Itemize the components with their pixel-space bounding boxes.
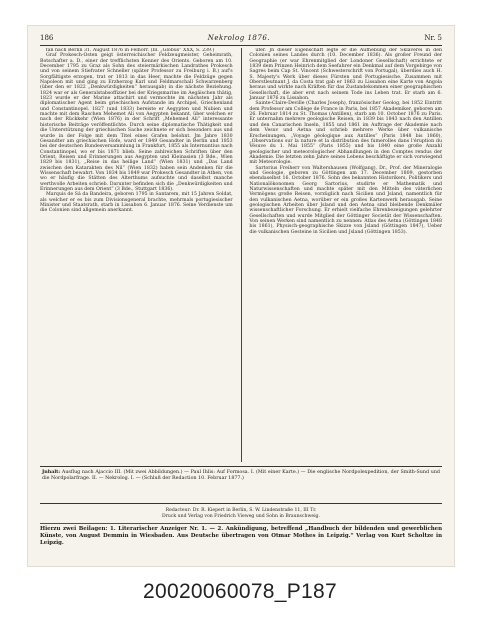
paragraph: Marquis de Sá da Bandeira, geboren 1795 in Santarem, mit 15 Jahren Soldat, als welcher er es bis zum Divisionsgeneral brachte, mehrmals portugiesischer Minister und Staatsrath, starb in Lissabon 6. Januar 1876. Seine Verdienste um die Colonien sind allgemein anerkannt. — [40, 192, 233, 214]
running-title: Nekrolog 1876. — [207, 34, 271, 42]
paragraph: Sainte-Claire-Deville (Charles Joseph), französischer Geolog, bei 1852 Eintritt dem Professor am Collège de France in Paris, bei 1857 Akademiker, geboren am 26. Februar 1814 zu St. Thomas (Antillen), starb am 10. October 1876 zu Paris. Er unternahm mehrere geologische Reisen, in 1839 bis 1843 nach den Antillen und den Canarischen Inseln, 1855 und 1861 im Auftrage der Akademie nach dem Vesuv und Aetna und schrieb mehrere Werke über vulkanische Erscheinungen, „Voyage géologique aux Antilles“ (Paris 1848 bis 1860), „Observations sur la nature et la distribution des fumerolles dans l'éruption du Vésuve du 1. Mai 1855“ (Paris 1855) und bis 1840 eine große Anzahl geologischer und meteorologischer Abhandlungen in den Comptes rendus der Akademie. Die letzten zehn Jahre seines Lebens beschäftigte er sich vorwiegend mit Meteorologie. — [249, 101, 442, 166]
newspaper-page — [28, 26, 454, 566]
page-ref: Nr. 5 — [424, 34, 442, 42]
image-caption: 20020060078_P187 — [143, 580, 337, 603]
imprint-publisher: Druck und Verlag von Friedrich Vieweg und Sohn in Braunschweig. — [162, 514, 320, 519]
imprint-rule — [40, 523, 442, 524]
imprint — [40, 508, 442, 520]
paragraph: Sartorius Freiherr von Waltershausen (Wolfgang), Dr., Prof. der Mineralogie und Geologie, geboren zu Göttingen am 17. December 1809, gestorben ebendaselbst 16. October 1876. Sohn des bekannten Historikers, Politikers und Nationalökonomen Georg Sartorius, studirte er Mathematik und Naturwissenschaften und machte später mit den Mitteln des väterlichen Vermögens große Reisen, vorzüglich nach Sicilien und Jsland, namentlich für den vulkanischen Aetna, worüber er ein großes Kartenwerk herausgab. Seine geologischen Arbeiten über Jsland und den Aetna sind bleibende Denkmäler wissenschaftlicher Forschung. Er erhielt vielfache Ehrenbezeigungen gelehrter Gesellschaften und wurde Mitglied der Göttinger Societät der Wissenschaften. Von seinen Werken sind namentlich zu nennen: Atlas des Aetna (Göttingen 1848 bis 1861), Physisch-geographische Skizze von Jsland (Göttingen 1847), Ueber die vulkanischen Gesteine in Sicilien und Jsland (Göttingen 1853). — [249, 165, 442, 235]
page-header — [40, 32, 442, 44]
imprint-editor: Redacteur: Dr. R. Kiepert in Berlin, S. W. Lindenstraße 11, III Tr. — [165, 508, 317, 513]
paragraph: Graf Prokesch-Osten geigt österreichischer Feldzeugmeister, Geheimrath, Botschafter a. D., einer der trefflichsten Kenner des Orients. Geboren am 10. December 1795 zu Graz als Sohn des steiermärkischen Landrathes Prokesch und von seinem Stiefvater Schneller (später Professor zu Freiburg i. B.) auf's Sorgfältigste erzogen, trat er 1813 in das Heer, machte die Feldzüge gegen Napoleon mit und ging zu Erzherzog Karl und Feldmarschall Schwarzenberg (über den er 1822 „Denkwürdigkeiten“ herausgab) in die nächste Beziehung. 1824 war er als Generalstabsoffizier bei der Kriegsmarine im Aegäischen thätig, 1823 wurde er der Marine attachirt und vermochte im nächsten Jahr als diplomatischer Agent beim griechischen Aufstande im Archipel, Griechenland und Constantinopel. 1827 (und 1833) bereiste er Aegypten und Nubien und machte mit dem Raschen Mehemet Ali von Aegypten bekannt, über welchen er nach der Rückkehr (Wien 1876) in der Schrift „Mehemed Ali“ interessante historische Beiträge veröffentlichte. Durch seine diplomatische Thätigkeit und die Unterstützung der griechischen Sache zeichnete er sich besonders aus und wurde in der Folge mit dem Titel eines Grafen belohnt. Jm Jahre 1830 Gesandter am griechischen Hofe, ward er 1849 Gesandter in Berlin und 1853 bei der deutschen Bundesversammlung in Frankfurt, 1855 als Internuntius nach Constantinopel, wo er bis 1871 blieb. Seine zahlreichen Schriften über den Orient, Reisen und Erinnerungen aus Aegypten und Kleinasien (3 Bde., Wien 1829 bis 1831), „Reise in das heilige Land“ (Wien 1831) und „Das Land zwischen den Katarakten des Nil“ (Wien 1832) haben sein Andenken für die Wissenschaft bewahrt. Von 1834 bis 1849 war Prokesch Gesandter in Athen, von wo er häufig die Stätten des Alterthums aufsuchte und daselbst manche werthvolle Arbeiten schrieb. Darunter befinden sich die „Denkwürdigkeiten und Erinnerungen aus dem Orient“ (3 Bde., Stuttgart 1836). — [40, 53, 233, 192]
contents-text: Ausflug nach Ajaccio III. (Mit zwei Abbildungen.) — Paul Ihlis: Auf Formosa. I. (Mit einer Karte.) — Die englische Nordpolexpedition, der Smith-Sund und die Nordpolarfrage. II. — Nekrolog. I. — (Schluß der Redaction 10. Februar 1877.) — [42, 470, 440, 481]
header-rule — [40, 45, 442, 46]
left-column — [40, 48, 233, 462]
contents-box — [40, 466, 442, 504]
supplements-notice: Hierzu zwei Beilagen: 1. Literarischer Anzeiger Nr. 1. — 2. Ankündigung, betreffend „Handbuch der bildenden und gewerblichen Künste, von August Demmin in Wiesbaden. Aus Deutsche übertragen von Otmar Mothes in Leipzig.“ Verlag von Kurt Scholtze in Leipzig. — [40, 526, 442, 546]
paragraph: fan nach Berlin 31. August 1876 in Felhörr. (Ill. „Globus“ XXX, S. 239.) — [46, 48, 215, 53]
page-number: 186 — [40, 34, 54, 42]
column-divider — [241, 48, 242, 462]
text-columns — [40, 48, 442, 462]
right-column — [249, 48, 442, 462]
contents-label: Jnhalt: — [42, 469, 61, 475]
paragraph: ufer. Jn dieser Eigenschaft legte er die Aufhebung der Sklaverei in den Colonien seines Landes durch (10. December 1836). Als großer Freund der Geographie (er war Ehrenmitglied der Londoner Gesellschaft) errichtete er 1839 dem Prinzen Heinrich dem Seefahrer ein Denkmal auf dem Vorgebirge von Sagres beim Cap St. Vincent (Schwesterschrift von Portugal), überdies auch H. S. Majesty's Werk über dieses Fürsten und Portugiesische. Zusammen mit Oberstleutnant J. da Costa trat gab er 1863 zu Lissabon eine Karte von Angola heraus und wirkte nach Kräften für das Zustandekommen einer geographischen Gesellschaft, die aber erst nach seinem Tode ins Leben trat. Er starb am 6. Januar 1876 zu Lissabon. — [249, 48, 442, 102]
